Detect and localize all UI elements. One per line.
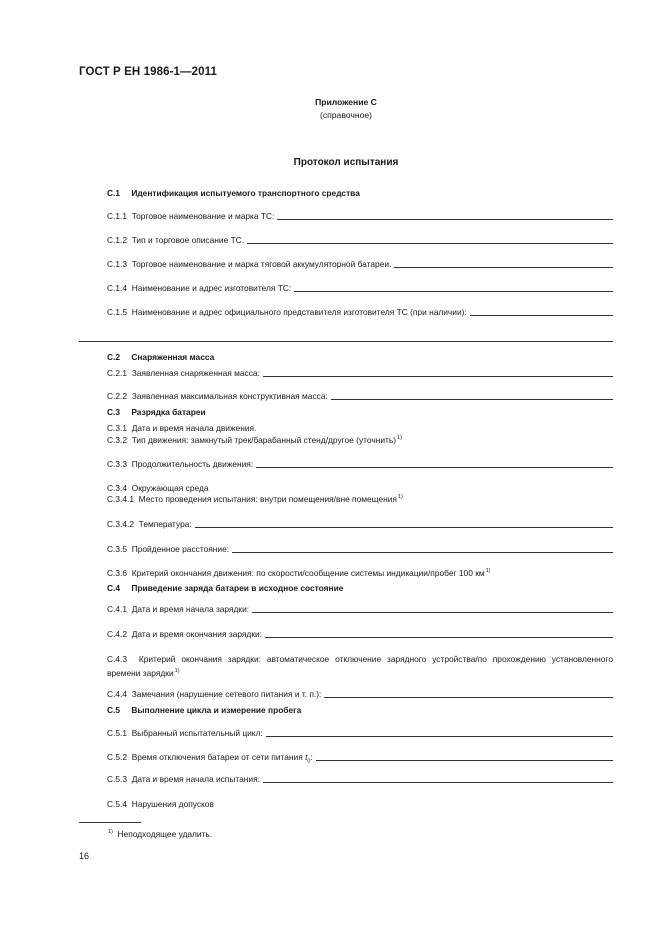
annex-subtitle: (справочное) xyxy=(319,110,373,120)
footnote-separator xyxy=(79,822,141,823)
field-c35[interactable]: С.3.5 Пройденное расстояние: xyxy=(107,544,613,554)
field-c12[interactable]: С.1.2 Тип и торговое описание ТС. xyxy=(107,235,613,245)
item-c36: С.3.6 Критерий окончания движения: по скорости/сообщение системы индикации/пробег 100 $км^{1)}$ xyxy=(107,568,491,578)
field-c14[interactable]: С.1.4 Наименование и адрес изготовителя ТС: xyxy=(107,283,613,293)
section-c2: С.2 Снаряженная масса xyxy=(107,352,215,362)
blank-answer-line[interactable] xyxy=(79,341,613,342)
section-c4: С.4 Приведение заряда батареи в исходное состояние xyxy=(107,583,344,593)
section-c3: С.3 Разрядка батареи xyxy=(107,407,206,417)
section-c1: С.1 Идентификация испытуемого транспортного средства xyxy=(107,188,360,198)
item-c31: С.3.1 Дата и время начала движения. xyxy=(107,423,257,433)
item-c34: С.3.4 Окружающая среда xyxy=(107,483,209,493)
field-c41[interactable]: С.4.1 Дата и время начала зарядки: xyxy=(107,604,613,614)
item-c32: С.3.2 Тип движения: замкнутый трек/барабанный стенд/другое (уточнить)$^{1)}$ xyxy=(107,435,402,445)
document-title: Протокол испытания xyxy=(293,157,399,168)
paragraph-c43: С.4.3 Критерий окончания зарядки: автоматическое отключение зарядного устройства/по прохождению установленного времени зарядки$^{1)}$ xyxy=(107,654,613,678)
field-c33[interactable]: С.3.3 Продолжительность движения: xyxy=(107,459,613,469)
field-c51[interactable]: С.5.1 Выбранный испытательный цикл: xyxy=(107,728,613,738)
item-c54: С.5.4 Нарушения допусков xyxy=(107,799,214,809)
document-header: ГОСТ Р ЕН 1986-1—2011 xyxy=(79,66,217,78)
field-c42[interactable]: С.4.2 Дата и время окончания зарядки: xyxy=(107,629,613,639)
section-c5: С.5 Выполнение цикла и измерение пробега xyxy=(107,705,302,715)
field-c342[interactable]: С.3.4.2 Температура: xyxy=(107,519,613,529)
field-c22[interactable]: С.2.2 Заявленная максимальная конструктивная масса: xyxy=(107,391,613,401)
field-c53[interactable]: С.5.3 Дата и время начала испытания: xyxy=(107,774,613,784)
footnote: $^{1)}$ Неподходящее удалить. xyxy=(108,829,213,839)
item-c341: С.3.4.1 Место проведения испытания: внутри помещения/вне помещения$^{1)}$ xyxy=(107,494,403,504)
field-c52[interactable]: С.5.2 Время отключения батареи от сети питания $t_0$: xyxy=(107,752,613,765)
field-c15[interactable]: С.1.5 Наименование и адрес официального представителя изготовителя ТС (при наличии): xyxy=(107,307,613,317)
field-c11[interactable]: С.1.1 Торговое наименование и марка ТС: xyxy=(107,211,613,221)
field-c13[interactable]: С.1.3 Торговое наименование и марка тяговой аккумуляторной батареи. xyxy=(107,259,613,269)
field-c44[interactable]: С.4.4 Замечания (нарушение сетевого питания и т. п.): xyxy=(107,689,613,699)
page-number: 16 xyxy=(79,851,90,861)
field-c21[interactable]: С.2.1 Заявленная снаряженная масса: xyxy=(107,368,613,378)
annex-title: Приложение С xyxy=(315,97,377,107)
